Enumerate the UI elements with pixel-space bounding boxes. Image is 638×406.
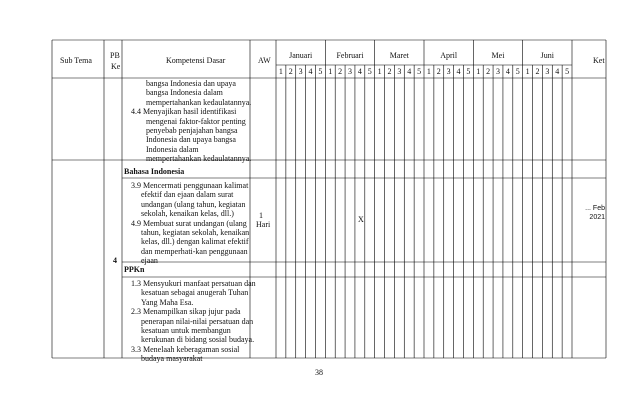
- week-number: 4: [555, 67, 560, 76]
- week-number: 4: [407, 67, 412, 76]
- kd-text-line: sekolah, kenaikan kelas, dll.): [141, 209, 234, 219]
- week-number: 3: [446, 67, 451, 76]
- kd-text-line: mempertahankan kedaulatannya.: [146, 97, 252, 107]
- kd-text-line: 3.3 Menelaah keberagaman sosial: [131, 344, 240, 354]
- kd-text-line: Indonesia dan upaya bangsa: [146, 135, 236, 145]
- week-number: 2: [436, 67, 441, 76]
- week-number: 4: [456, 67, 461, 76]
- week-number: 4: [357, 67, 362, 76]
- kd-text-line: 4.4 Menyajikan hasil identifikasi: [131, 107, 237, 117]
- month-label-januari: Januari: [289, 51, 313, 60]
- kd-text-line: penerapan nilai-nilai persatuan dan: [141, 316, 254, 326]
- header-ke: Ke: [111, 62, 121, 71]
- week-number: 5: [318, 67, 323, 76]
- week-number: 1: [476, 67, 481, 76]
- week-number: 2: [535, 67, 540, 76]
- kd-text-line: 2.3 Menampilkan sikap jujur pada: [131, 307, 241, 317]
- week-number: 2: [486, 67, 491, 76]
- week-number: 2: [338, 67, 343, 76]
- week-number: 2: [288, 67, 293, 76]
- header-kompetensi-dasar: Kompetensi Dasar: [166, 56, 226, 65]
- week-number: 4: [308, 67, 313, 76]
- kd-text-line: undangan (ulang tahun, kegiatan: [141, 199, 246, 209]
- week-number: 5: [565, 67, 570, 76]
- week-number: 1: [328, 67, 333, 76]
- kd-text-line: Indonesia dalam: [146, 144, 199, 154]
- kd-text-line: penyebab penjajahan bangsa: [146, 126, 238, 135]
- week-number: 5: [515, 67, 520, 76]
- month-label-april: April: [440, 51, 458, 60]
- week-number: 1: [426, 67, 431, 76]
- kd-text-line: tahun, kegiatan sekolah, kenaikan: [141, 228, 250, 237]
- week-number: 3: [496, 67, 500, 76]
- kd-text-line: kesatuan sebagai anugerah Tuhan: [141, 288, 249, 298]
- kd-text-line: kelas, dll.) dengan kalimat efektif: [141, 237, 249, 247]
- kd-text-line: efektif dan ejaan dalam surat: [141, 190, 234, 200]
- week-number: 1: [377, 67, 382, 76]
- week-number: 3: [397, 67, 402, 76]
- kd-text-line: 1.3 Mensyukuri manfaat persatuan dan: [131, 279, 256, 288]
- pb-number: 4: [113, 256, 117, 265]
- week-number: 5: [466, 67, 471, 76]
- header-aw: AW: [258, 56, 271, 65]
- kd-text-line: 4.9 Membuat surat undangan (ulang: [131, 218, 247, 228]
- week-number: 3: [298, 67, 303, 76]
- header-pb: PB: [110, 51, 120, 60]
- kd-text-line: dan memperhati-kan penggunaan: [141, 246, 248, 256]
- week-number: 3: [348, 67, 352, 76]
- kd-text-line: bangsa Indonesia dan upaya: [146, 79, 236, 88]
- subject-ppkn: PPKn: [124, 265, 145, 274]
- month-label-juni: Juni: [540, 51, 554, 60]
- ket-year: 2021: [589, 214, 605, 221]
- month-label-maret: Maret: [389, 51, 409, 60]
- kd-text-line: kesatuan untuk membangun: [141, 326, 231, 335]
- week-number: 4: [505, 67, 510, 76]
- header-sub-tema: Sub Tema: [60, 56, 92, 65]
- kd-text-line: budaya masyarakat: [141, 354, 203, 364]
- month-label-februari: Februari: [336, 51, 364, 60]
- page-number: 38: [315, 368, 323, 377]
- month-label-mei: Mei: [491, 51, 505, 60]
- kd-text-line: Yang Maha Esa.: [141, 297, 194, 307]
- schedule-mark: X: [358, 215, 364, 224]
- week-number: 5: [417, 67, 422, 76]
- kd-text-line: ejaan: [141, 256, 158, 266]
- week-number: 2: [387, 67, 392, 76]
- kd-text-line: 3.9 Mencermati penggunaan kalimat: [131, 181, 249, 190]
- aw-value-1: 1: [259, 211, 263, 220]
- kd-text-line: mengenai faktor-faktor penting: [146, 116, 246, 126]
- week-number: 1: [525, 67, 530, 76]
- kd-text-line: mempertahankan kedaulatannya.: [146, 154, 252, 164]
- header-ket: Ket: [593, 56, 605, 65]
- week-number: 5: [367, 67, 372, 76]
- week-number: 3: [545, 67, 550, 76]
- ket-date: ... Feb: [585, 205, 605, 212]
- subject-bahasa-indonesia: Bahasa Indonesia: [124, 167, 185, 176]
- kd-text-line: kerukunan di bidang sosial budaya.: [141, 335, 255, 345]
- week-number: 1: [278, 67, 283, 76]
- kd-text-line: bangsa Indonesia dalam: [146, 88, 223, 98]
- aw-value-hari: Hari: [256, 220, 271, 229]
